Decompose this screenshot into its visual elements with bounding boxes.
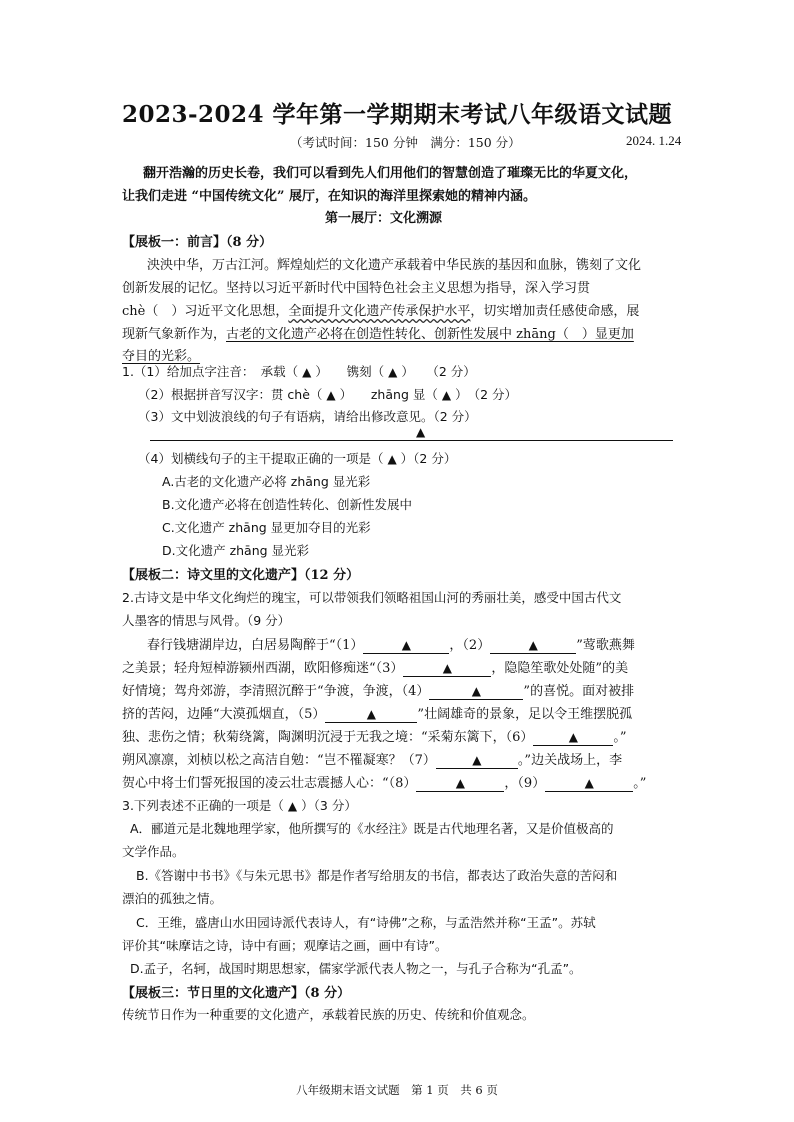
q3-option-d: D.孟子，名轲，战国时期思想家，儒家学派代表人物之一，与孔子合称为“孔孟”。 bbox=[130, 961, 582, 976]
q1-option-c: C.文化遗产 zhāng 显更加夺目的光彩 bbox=[162, 520, 371, 535]
board2-score: （12 分） bbox=[304, 568, 360, 583]
page-footer: 八年级期末语文试题 第 1 页 共 6 页 bbox=[296, 1083, 498, 1097]
q1-option-d: D.文化遗产 zhāng 显光彩 bbox=[162, 543, 310, 558]
q2-passage-5: 独、悲伤之情；秋菊绕篱，陶渊明沉浸于无我之境：“采菊东篱下，（6） ▲ 。” bbox=[122, 730, 627, 745]
fill-blank-9[interactable]: ▲ bbox=[545, 776, 633, 792]
exam-info: （考试时间：150 分钟 满分：150 分） bbox=[290, 135, 521, 150]
q2-passage-6: 朔风凛凛，刘桢以松之高洁自勉：“岂不罹凝寒？（7） ▲ 。”边关战场上，李 bbox=[122, 753, 623, 768]
answer-blank-3[interactable]: ▲ bbox=[287, 799, 298, 813]
q2-stem-2: 人墨客的情思与风骨。（9 分） bbox=[122, 613, 291, 628]
fill-blank-7[interactable]: ▲ bbox=[436, 753, 518, 769]
board2-heading-row bbox=[122, 564, 359, 583]
q2-passage-4: 挤的苦闷，边陲“大漠孤烟直，（5） ▲ ”壮阔雄奇的景象，足以令王维摆脱孤 bbox=[122, 707, 633, 722]
q3-option-c-1: C．王维，盛唐山水田园诗派代表诗人，有“诗佛”之称，与孟浩然并称“王孟”。苏轼 bbox=[136, 915, 596, 930]
q3-option-a-1: A．郦道元是北魏地理学家，他所撰写的《水经注》既是古代地理名著，又是价值极高的 bbox=[130, 821, 614, 836]
board1-text-4: 现新气象新作为，古老的文化遗产必将在创造性转化、创新性发展中 zhāng（ ）显更加 bbox=[122, 327, 634, 342]
board3-heading-row bbox=[122, 982, 350, 1001]
board2-heading: 【展板二：诗文里的文化遗产】 bbox=[122, 568, 305, 583]
answer-line[interactable] bbox=[150, 440, 673, 441]
fill-blank-6[interactable]: ▲ bbox=[533, 730, 613, 746]
fill-blank-4[interactable]: ▲ bbox=[429, 684, 523, 700]
q2-passage-7: 贺心中将士们誓死报国的凌云壮志震撼人心：“（8） ▲ ，（9） ▲ 。” bbox=[122, 776, 647, 791]
board3-heading: 【展板三：节日里的文化遗产】 bbox=[122, 986, 305, 1001]
q2-passage-1: 春行钱塘湖岸边，白居易陶醉于“（1） ▲ ，（2） ▲ ”莺歌燕舞 bbox=[147, 638, 635, 653]
underlined-sentence: 古老的文化遗产必将在创造性转化、创新性发展中 zhāng（ ）显更加 bbox=[226, 327, 634, 342]
answer-blank-1-2[interactable]: ▲ bbox=[388, 365, 398, 379]
board1-text-1: 泱泱中华，万古江河。辉煌灿烂的文化遗产承载着中华民族的基因和血脉，镌刻了文化 bbox=[147, 258, 642, 273]
q1-part3: （3）文中划波浪线的句子有语病，请给出修改意见。（2 分） bbox=[138, 409, 477, 424]
fill-blank-5[interactable]: ▲ bbox=[325, 707, 417, 723]
board1-text-3: chè（ ）习近平文化思想，全面提升文化遗产传承保护水平，切实增加责任感使命感，展 bbox=[122, 304, 640, 319]
q2-passage-2: 之美景；轻舟短棹游颍州西湖，欧阳修痴迷“（3） ▲ ，隐隐笙歌处处随”的美 bbox=[122, 661, 629, 676]
board1-heading: 【展板一：前言】 bbox=[122, 235, 227, 250]
board1-heading-row bbox=[122, 231, 272, 250]
page-title: 2023-2024 学年第一学期期末考试八年级语文试题 bbox=[121, 101, 673, 128]
answer-blank-1-4[interactable]: ▲ bbox=[441, 388, 452, 402]
board1-score: （8 分） bbox=[226, 235, 273, 250]
q1-part4: （4）划横线句子的主干提取正确的一项是（ ▲ ）（2 分） bbox=[138, 451, 457, 466]
q3-option-a-2: 文学作品。 bbox=[122, 844, 185, 859]
answer-blank-1-6[interactable]: ▲ bbox=[387, 452, 397, 466]
board1-text-5: 夺目的光彩。 bbox=[122, 349, 201, 364]
q1-option-a: A.古老的文化遗产必将 zhāng 显光彩 bbox=[162, 474, 371, 489]
q3-option-b-1: B.《答谢中书书》《与朱元思书》都是作者写给朋友的书信，都表达了政治失意的苦闷和 bbox=[136, 868, 618, 883]
fill-blank-2[interactable]: ▲ bbox=[490, 638, 576, 654]
hall-heading: 第一展厅：文化溯源 bbox=[325, 211, 443, 226]
q1-part1: 1.（1）给加点字注音： 承载（ ▲ ） 镌刻（ ▲ ） （2 分） bbox=[122, 364, 476, 379]
q3-stem: 3.下列表述不正确的一项是（ ▲ ）（3 分） bbox=[122, 798, 357, 813]
answer-blank-1-3[interactable]: ▲ bbox=[326, 388, 336, 402]
fill-blank-8[interactable]: ▲ bbox=[416, 776, 504, 792]
exam-date: 2024. 1.24 bbox=[626, 133, 682, 148]
wavy-underlined-sentence: 全面提升文化遗产传承保护水平 bbox=[288, 304, 471, 319]
answer-blank-1-5[interactable]: ▲ bbox=[416, 425, 426, 439]
q2-passage-3: 好情境；驾舟郊游，李清照沉醉于“争渡，争渡，（4） ▲ ”的喜悦。面对被排 bbox=[122, 684, 635, 699]
intro-line-2: 让我们走进 “中国传统文化” 展厅，在知识的海洋里探索她的精神内涵。 bbox=[122, 189, 537, 204]
fill-blank-3[interactable]: ▲ bbox=[403, 661, 491, 677]
board3-text: 传统节日作为一种重要的文化遗产，承载着民族的历史、传统和价值观念。 bbox=[122, 1007, 535, 1022]
q3-option-c-2: 评价其“味摩诘之诗，诗中有画；观摩诘之画，画中有诗”。 bbox=[122, 938, 448, 953]
q1-part2: （2）根据拼音写汉字：贯 chè（ ▲ ） zhāng 显（ ▲ ） （2 分） bbox=[138, 387, 517, 402]
board1-text-2: 创新发展的记忆。坚持以习近平新时代中国特色社会主义思想为指导，深入学习贯 bbox=[122, 281, 591, 296]
board3-score: （8 分） bbox=[304, 986, 351, 1001]
q2-stem-1: 2.古诗文是中华文化绚烂的瑰宝，可以带领我们领略祖国山河的秀丽壮美，感受中国古代文 bbox=[122, 590, 622, 605]
intro-line-1: 翻开浩瀚的历史长卷，我们可以看到先人们用他们的智慧创造了璀璨无比的华夏文化， bbox=[143, 166, 638, 181]
fill-blank-1[interactable]: ▲ bbox=[363, 638, 449, 654]
q3-option-b-2: 漂泊的孤独之情。 bbox=[122, 891, 223, 906]
answer-blank-1-1[interactable]: ▲ bbox=[302, 365, 312, 379]
q1-option-b: B.文化遗产必将在创造性转化、创新性发展中 bbox=[162, 497, 413, 512]
